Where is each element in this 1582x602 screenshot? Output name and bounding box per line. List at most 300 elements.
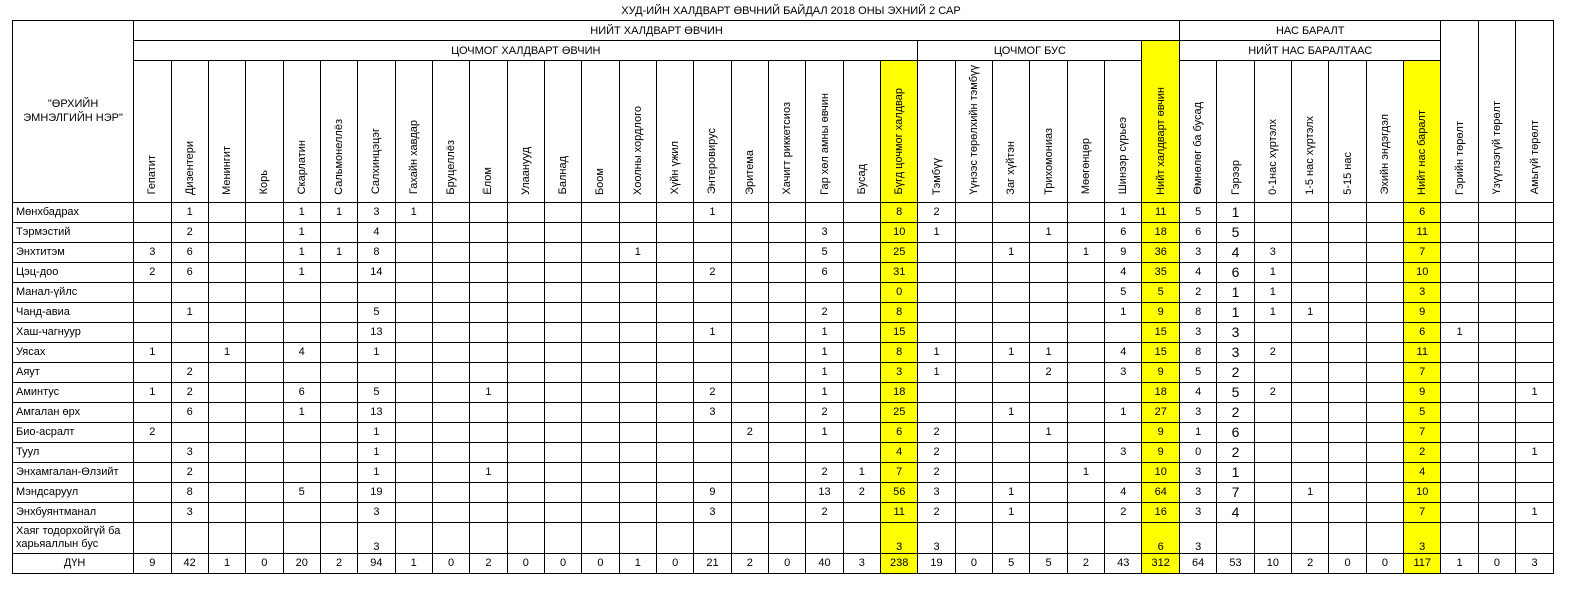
cell: 2 [918,462,955,482]
cell [1254,502,1291,522]
cell: 3 [918,522,955,553]
cell [582,462,619,482]
cell [694,342,731,362]
cell [320,262,357,282]
cell: 3 [134,242,171,262]
cell [769,342,806,362]
cell [582,242,619,262]
cell: 4 [1179,382,1216,402]
cell: 8 [1179,302,1216,322]
cell [208,502,245,522]
cell: 8 [881,302,918,322]
cell [1516,482,1554,502]
cell: 0 [1366,553,1403,573]
col-header: Үүнээс төрөлхийн тэмбүү [955,61,992,203]
cell: 1 [918,362,955,382]
cell [1067,262,1104,282]
cell [993,362,1030,382]
cell: 1 [134,342,171,362]
cell [1366,242,1403,262]
cell: 2 [1105,502,1142,522]
row-name: Амгалан өрх [13,402,134,422]
cell [544,522,581,553]
cell [843,242,880,262]
cell [656,522,693,553]
cell [1366,302,1403,322]
cell [656,442,693,462]
cell [320,362,357,382]
cell: 5 [1105,282,1142,302]
cell: 4 [1179,262,1216,282]
cell [246,202,283,222]
row-name: Уясах [13,342,134,362]
cell: 8 [881,202,918,222]
non-acute-header: ЦОЧМОГ БУС [918,41,1142,61]
cell [395,402,432,422]
cell [769,462,806,482]
cell [955,502,992,522]
cell [1329,202,1366,222]
cell [582,502,619,522]
cell: 1 [1254,262,1291,282]
cell [1329,302,1366,322]
cell [246,342,283,362]
cell [843,342,880,362]
cell [656,482,693,502]
cell [769,322,806,342]
cell: 5 [1404,402,1441,422]
cell: 27 [1142,402,1180,422]
cell [1105,382,1142,402]
cell: 3 [1217,322,1254,342]
cell: 1 [208,342,245,362]
col-header: Бруцеллёз [432,61,469,203]
cell [731,362,768,382]
cell: 6 [171,262,208,282]
cell: 2 [171,382,208,402]
cell: 8 [358,242,395,262]
cell [1478,402,1515,422]
cell [1366,322,1403,342]
cell [656,382,693,402]
cell: 1 [171,302,208,322]
cell [1292,442,1329,462]
cell [1516,402,1554,422]
cell [1067,502,1104,522]
cell [544,422,581,442]
cell [395,342,432,362]
cell [993,322,1030,342]
cell: 4 [358,222,395,242]
cell [208,322,245,342]
cell: 15 [1142,322,1180,342]
cell: 1 [1067,242,1104,262]
cell: 0 [582,553,619,573]
table-row [13,282,1554,302]
cell [1067,362,1104,382]
cell [1217,522,1254,553]
cell [955,282,992,302]
cell [320,402,357,422]
cell [731,282,768,302]
cell: 5 [1142,282,1180,302]
col-header: Корь [246,61,283,203]
row-name: Мэндсаруул [13,482,134,502]
cell: 6 [171,242,208,262]
col-header: Бусад [843,61,880,203]
cell: 3 [843,553,880,573]
cell [208,242,245,262]
cell [619,422,656,442]
cell: 1 [1179,422,1216,442]
cell [619,502,656,522]
cell [955,482,992,502]
cell [1030,302,1067,322]
cell [843,222,880,242]
cell [1441,302,1478,322]
cell [619,262,656,282]
cell [955,342,992,362]
col-header: Салхинцэцэг [358,61,395,203]
cell [1478,282,1515,302]
cell [1254,462,1291,482]
cell [432,222,469,242]
cell [171,282,208,302]
cell [246,402,283,422]
cell [1516,342,1554,362]
cell [731,502,768,522]
cell [171,342,208,362]
cell: 3 [1404,282,1441,302]
cell [694,282,731,302]
cell [134,502,171,522]
cell: 0 [656,553,693,573]
cell: 3 [358,502,395,522]
cell: 5 [1217,382,1254,402]
row-name: Энхбуянтманал [13,502,134,522]
cell [993,282,1030,302]
cell: 2 [918,202,955,222]
cell: 40 [806,553,843,573]
row-name: Туул [13,442,134,462]
cell [731,302,768,322]
cell [470,302,507,322]
table-row [13,342,1554,362]
cell [955,422,992,442]
cell: 1 [1030,222,1067,242]
cell [507,262,544,282]
cell: 3 [694,502,731,522]
cell [208,222,245,242]
cell [1329,422,1366,442]
cell [432,382,469,402]
cell [918,282,955,302]
cell [507,322,544,342]
cell [395,262,432,282]
cell [208,462,245,482]
cell: 7 [881,462,918,482]
cell [1030,262,1067,282]
cell [395,302,432,322]
row-name: Аминтус [13,382,134,402]
cell [1030,322,1067,342]
cell: 1 [283,242,320,262]
cell [1516,422,1554,442]
cell: 1 [843,462,880,482]
cell [731,462,768,482]
cell [544,382,581,402]
cell: 5 [1217,222,1254,242]
cell [1030,242,1067,262]
cell: 15 [1142,342,1180,362]
cell [918,382,955,402]
cell [1067,522,1104,553]
cell [656,362,693,382]
cell [769,502,806,522]
cell [1329,522,1366,553]
cell [470,262,507,282]
col-header: 1-5 нас хүртэлх [1292,61,1329,203]
cell [843,282,880,302]
cell: 1 [806,342,843,362]
cell [731,222,768,242]
cell: 5 [283,482,320,502]
table-row [13,522,1554,553]
col-header: Нийт нас баралт [1404,61,1441,203]
cell [694,362,731,382]
cell: 6 [283,382,320,402]
col-header: Эхийн эндэгдэл [1366,61,1403,203]
cell: 11 [1404,222,1441,242]
cell [993,382,1030,402]
cell: 2 [470,553,507,573]
cell: 53 [1217,553,1254,573]
cell: 1 [1254,282,1291,302]
cell: 2 [134,262,171,282]
cell [1478,242,1515,262]
cell: 1 [1105,402,1142,422]
cell: 1 [694,202,731,222]
cell [395,442,432,462]
col-header: Хүйн үжил [656,61,693,203]
cell [1254,442,1291,462]
cell: 19 [918,553,955,573]
cell [1441,382,1478,402]
cell [320,482,357,502]
cell [507,362,544,382]
cell: 3 [1179,242,1216,262]
cell [1441,282,1478,302]
col-header: Гар хөл амны өвчин [806,61,843,203]
cell: 1 [283,222,320,242]
cell [1478,422,1515,442]
cell [918,302,955,322]
cell [395,382,432,402]
cell: 13 [358,322,395,342]
cell [320,422,357,442]
cell [694,302,731,322]
cell: 3 [881,522,918,553]
cell [1292,202,1329,222]
cell: 56 [881,482,918,502]
cell: 0 [1478,553,1515,573]
cell: 6 [1404,322,1441,342]
cell [731,522,768,553]
cell [470,482,507,502]
cell [320,282,357,302]
cell [694,462,731,482]
cell: 1 [395,202,432,222]
cell: 11 [1404,342,1441,362]
cell [507,522,544,553]
cell: 1 [470,382,507,402]
cell [1292,402,1329,422]
cell: 1 [1516,442,1554,462]
cell: 1 [1105,202,1142,222]
cell: 1 [619,553,656,573]
cell [1254,422,1291,442]
cell [1516,362,1554,382]
cell: 3 [171,442,208,462]
cell [470,342,507,362]
cell: 2 [171,462,208,482]
col-header: Сальмонеллёз [320,61,357,203]
row-name: Хаш-чагнуур [13,322,134,342]
cell: 9 [1142,302,1180,322]
col-header: Гахайн хавдар [395,61,432,203]
cell [806,202,843,222]
cell: 5 [1030,553,1067,573]
cell: 8 [881,342,918,362]
cell [320,382,357,402]
cell [134,282,171,302]
cell: 9 [1142,422,1180,442]
cell: 2 [918,442,955,462]
cell [208,522,245,553]
cell [246,382,283,402]
col-header: Гэрээр [1217,61,1254,203]
cell: 6 [171,402,208,422]
cell [1292,462,1329,482]
col-header: Бүгд цочмог халдвар [881,61,918,203]
cell [806,282,843,302]
col-header: Тэмбүү [918,61,955,203]
cell [582,442,619,462]
cell: 3 [171,502,208,522]
cell [619,302,656,322]
cell [1030,382,1067,402]
cell [843,382,880,402]
cell [955,302,992,322]
cell [1366,462,1403,482]
cell [544,222,581,242]
table-row [13,402,1554,422]
table-row [13,482,1554,502]
cell: 1 [1030,342,1067,362]
cell [582,382,619,402]
cell: 3 [1516,553,1554,573]
cell: 14 [358,262,395,282]
col-header: 5-15 нас [1329,61,1366,203]
cell [395,222,432,242]
cell [432,442,469,462]
cell: 2 [1254,382,1291,402]
cell: 1 [993,482,1030,502]
cell: 1 [1067,462,1104,482]
col-header: Энтеровирус [694,61,731,203]
cell: 35 [1142,262,1180,282]
cell: 3 [918,482,955,502]
cell [470,322,507,342]
cell: 94 [358,553,395,573]
cell: 2 [731,422,768,442]
cell [769,242,806,262]
cell [1478,482,1515,502]
cell [470,442,507,462]
cell: 10 [1142,462,1180,482]
cell: 0 [1179,442,1216,462]
cell: 117 [1404,553,1441,573]
cell [320,462,357,482]
cell [208,362,245,382]
cell [656,202,693,222]
cell [1478,322,1515,342]
cell: 2 [320,553,357,573]
cell [246,322,283,342]
col-stillbirth: Амьгүй төрөлт [1516,21,1554,203]
cell [134,442,171,462]
cell: 2 [1030,362,1067,382]
cell [1067,402,1104,422]
cell [582,362,619,382]
cell: 7 [1404,422,1441,442]
cell [993,422,1030,442]
col-header: Трихомониаз [1030,61,1067,203]
cell [582,402,619,422]
cell [208,262,245,282]
cell [1030,502,1067,522]
cell [320,502,357,522]
cell [1292,422,1329,442]
cell [656,422,693,442]
cell: 1 [1217,282,1254,302]
cell [432,302,469,322]
cell [1067,282,1104,302]
acute-infectious-header: ЦОЧМОГ ХАЛДВАРТ ӨВЧИН [134,41,918,61]
cell: 7 [1217,482,1254,502]
cell: 1 [283,262,320,282]
cell [1516,202,1554,222]
cell [769,302,806,322]
cell: 11 [881,502,918,522]
cell: 2 [1292,553,1329,573]
cell [1516,322,1554,342]
col-home-birth: Гэрийн төрөлт [1441,21,1478,203]
cell [507,302,544,322]
cell [656,262,693,282]
col-header: Эритема [731,61,768,203]
cell [171,522,208,553]
cell [582,222,619,242]
cell [1366,422,1403,442]
table-row [13,222,1554,242]
cell [1366,202,1403,222]
cell [544,442,581,462]
cell: 42 [171,553,208,573]
cell: 9 [1404,302,1441,322]
cell [769,402,806,422]
cell: 6 [806,262,843,282]
